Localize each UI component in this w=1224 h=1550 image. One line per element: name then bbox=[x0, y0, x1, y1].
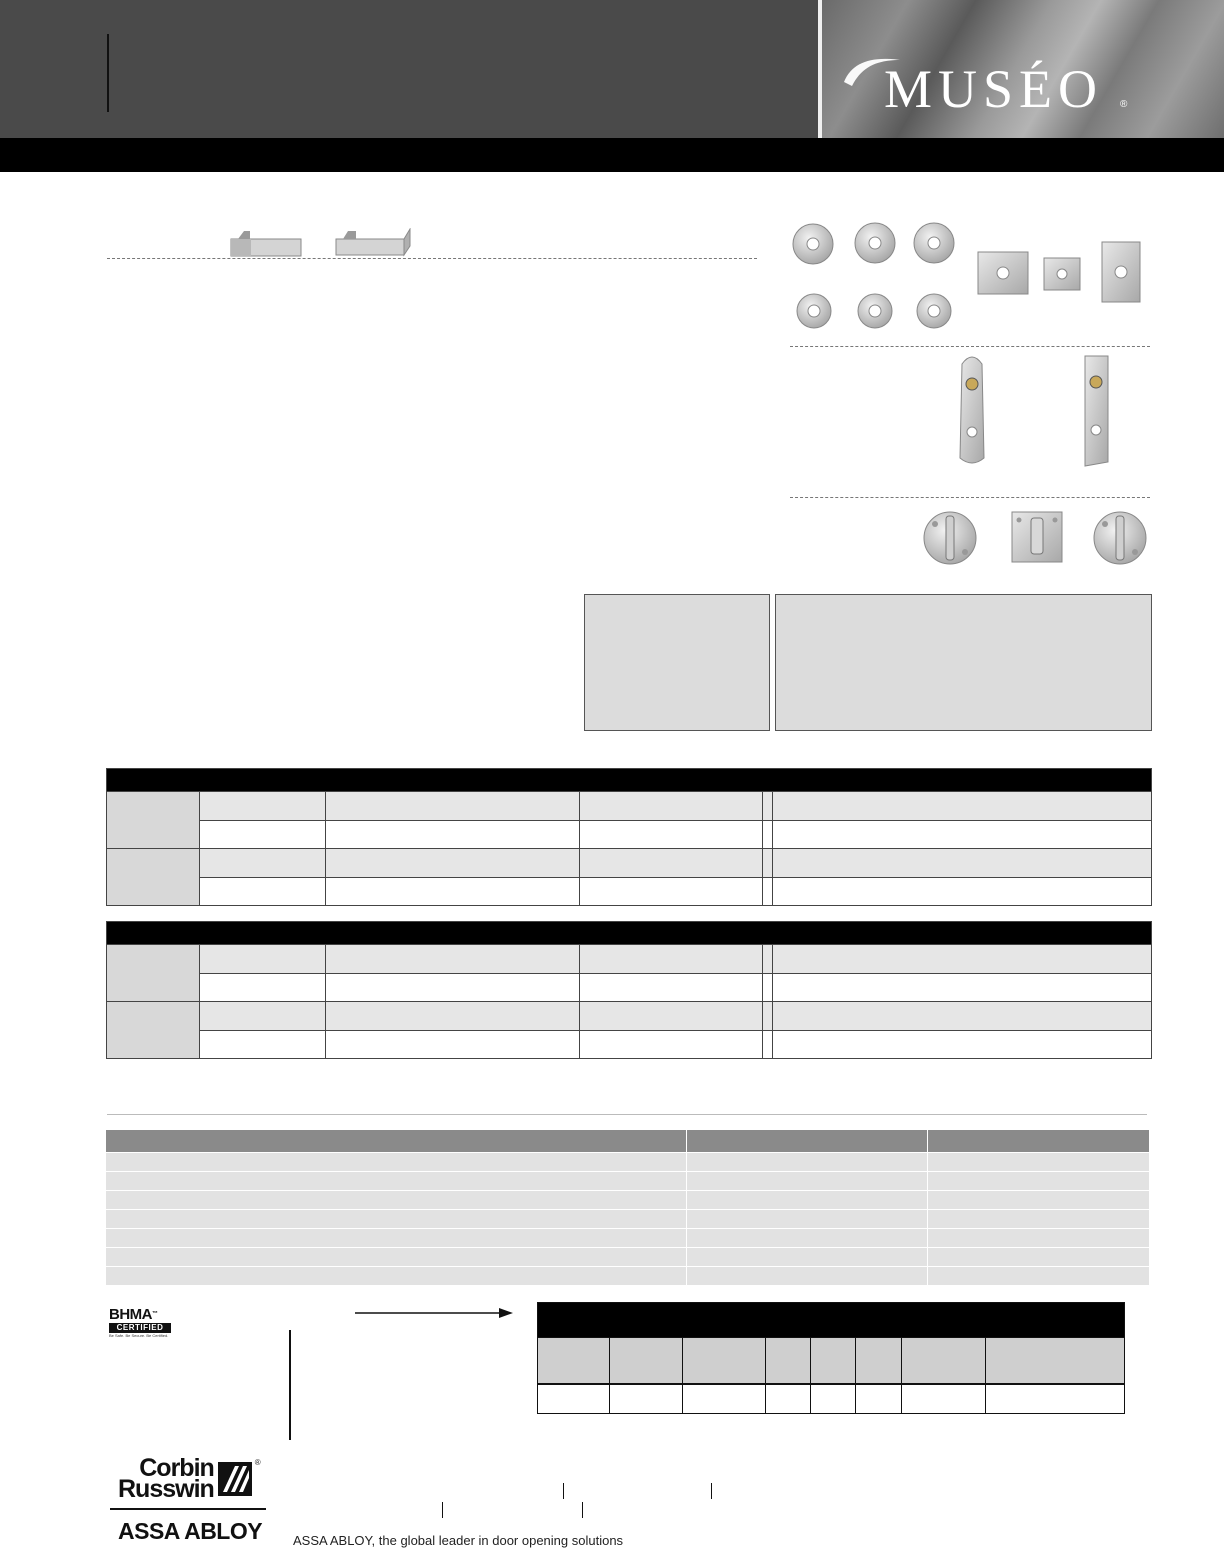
table-row bbox=[106, 1171, 1149, 1190]
header-banner bbox=[0, 0, 818, 138]
table-row bbox=[200, 945, 1151, 973]
lever-handle-icon bbox=[336, 229, 410, 255]
section-divider bbox=[790, 346, 1150, 347]
escutcheon-plate-icon bbox=[960, 357, 984, 463]
table-header bbox=[107, 922, 1151, 944]
table-row bbox=[106, 1266, 1149, 1285]
bhma-certified-label: CERTIFIED bbox=[109, 1323, 171, 1333]
bhma-tagline: Be Safe. Be Secure. Be Certified. bbox=[109, 1333, 169, 1338]
footer-separator bbox=[711, 1483, 712, 1499]
table-group bbox=[107, 1001, 1151, 1058]
table-group bbox=[107, 944, 1151, 1001]
square-rose-icon bbox=[1044, 258, 1080, 290]
table-row bbox=[200, 792, 1151, 820]
footer-separator bbox=[563, 1483, 564, 1499]
group-label-cell bbox=[107, 945, 200, 1001]
table-header bbox=[107, 769, 1151, 791]
table-row bbox=[106, 1209, 1149, 1228]
section-divider bbox=[107, 258, 757, 259]
corbin-registered-mark: ® bbox=[254, 1458, 261, 1467]
ordering-table bbox=[106, 768, 1152, 906]
footer-divider bbox=[289, 1330, 291, 1440]
table-row bbox=[538, 1383, 1124, 1413]
section-divider bbox=[790, 497, 1150, 498]
russwin-word: Russwin bbox=[118, 1475, 214, 1503]
finish-table bbox=[106, 1130, 1149, 1285]
table-row bbox=[106, 1247, 1149, 1266]
header-product-photo bbox=[822, 0, 1224, 138]
rose-options bbox=[788, 218, 1158, 338]
table-row bbox=[200, 849, 1151, 877]
table-row bbox=[106, 1190, 1149, 1209]
round-rose-icon bbox=[914, 223, 954, 263]
spec-table-header bbox=[538, 1303, 1124, 1337]
round-rose-icon bbox=[793, 224, 833, 264]
spec-table-column-headers bbox=[538, 1337, 1124, 1383]
table-row bbox=[106, 1152, 1149, 1171]
corbin-russwin-mark-icon bbox=[217, 1459, 255, 1499]
header-accent-rule bbox=[107, 34, 109, 112]
footer-separator bbox=[442, 1502, 443, 1518]
museo-logo: MUSÉO bbox=[884, 59, 1104, 119]
lever-handle-icon bbox=[231, 231, 301, 256]
specification-table bbox=[537, 1302, 1125, 1414]
round-rose-icon bbox=[858, 294, 892, 328]
thumbturn-icon bbox=[1094, 512, 1146, 564]
right-arrow-icon bbox=[355, 1303, 515, 1323]
lever-handles bbox=[228, 228, 418, 258]
round-rose-icon bbox=[855, 223, 895, 263]
group-label-cell bbox=[107, 849, 200, 905]
footer-tagline: ASSA ABLOY, the global leader in door opening solutions bbox=[293, 1533, 624, 1548]
table-row bbox=[200, 1030, 1151, 1058]
corbin-russwin-logo bbox=[118, 1454, 261, 1503]
info-box-right bbox=[775, 594, 1152, 731]
table-row bbox=[200, 973, 1151, 1001]
table-row bbox=[200, 820, 1151, 848]
title-band bbox=[0, 138, 1224, 172]
square-rose-icon bbox=[1102, 242, 1140, 302]
info-box-left bbox=[584, 594, 770, 731]
escutcheon-options bbox=[950, 350, 1130, 470]
footer-separator bbox=[582, 1502, 583, 1518]
bhma-certified-logo bbox=[109, 1307, 171, 1339]
round-rose-icon bbox=[797, 294, 831, 328]
table-group bbox=[107, 848, 1151, 905]
thumbturn-icon bbox=[1012, 512, 1062, 562]
museo-registered-mark: ® bbox=[1120, 99, 1128, 110]
table-row bbox=[106, 1228, 1149, 1247]
bhma-name: BHMA™ bbox=[109, 1306, 158, 1323]
group-label-cell bbox=[107, 792, 200, 848]
ordering-table bbox=[106, 921, 1152, 1059]
finish-table-header bbox=[106, 1130, 1149, 1152]
escutcheon-plate-icon bbox=[1085, 356, 1108, 466]
thumbturn-options bbox=[920, 508, 1150, 568]
table-row bbox=[200, 877, 1151, 905]
logo-rule bbox=[110, 1508, 266, 1510]
table-group bbox=[107, 791, 1151, 848]
group-label-cell bbox=[107, 1002, 200, 1058]
corbin-word: Corbin bbox=[139, 1454, 214, 1482]
assa-abloy-logo: ASSA ABLOY bbox=[118, 1518, 263, 1544]
table-row bbox=[200, 1002, 1151, 1030]
round-rose-icon bbox=[917, 294, 951, 328]
section-rule bbox=[107, 1114, 1147, 1115]
thumbturn-icon bbox=[924, 512, 976, 564]
square-rose-icon bbox=[978, 252, 1028, 294]
